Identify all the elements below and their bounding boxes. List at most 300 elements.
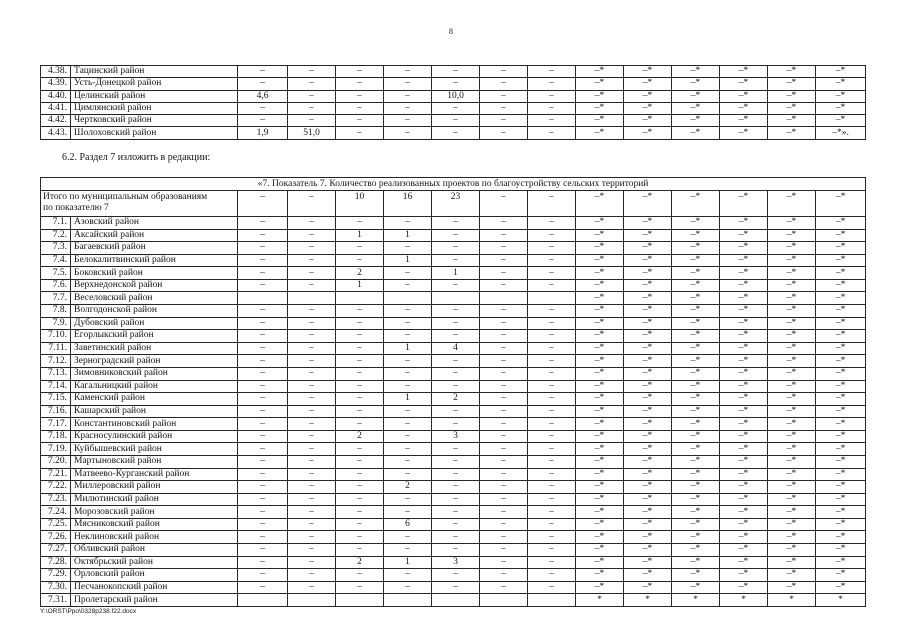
district-name: Куйбышевский район bbox=[71, 443, 238, 456]
value-cell: –* bbox=[576, 468, 624, 481]
value-cell: – bbox=[288, 267, 336, 280]
value-cell: – bbox=[528, 569, 576, 582]
value-cell: – bbox=[238, 481, 288, 494]
value-cell: * bbox=[624, 594, 672, 607]
value-cell: – bbox=[480, 355, 528, 368]
value-cell: –* bbox=[720, 78, 768, 90]
value-cell: – bbox=[336, 481, 384, 494]
table-row bbox=[41, 367, 866, 380]
value-cell: – bbox=[238, 279, 288, 292]
value-cell: – bbox=[432, 217, 480, 230]
value-cell: – bbox=[432, 367, 480, 380]
value-cell: –* bbox=[816, 254, 866, 267]
value-cell: –* bbox=[816, 581, 866, 594]
row-number: 7.25. bbox=[41, 518, 71, 531]
row-number: 7.28. bbox=[41, 556, 71, 569]
total-value-cell: –* bbox=[816, 191, 866, 217]
value-cell: –* bbox=[624, 242, 672, 255]
value-cell: –* bbox=[816, 115, 866, 127]
value-cell: –* bbox=[576, 506, 624, 519]
value-cell: –* bbox=[576, 217, 624, 230]
value-cell: – bbox=[480, 127, 528, 139]
value-cell: – bbox=[288, 468, 336, 481]
district-name: Каменский район bbox=[71, 393, 238, 406]
value-cell: – bbox=[528, 342, 576, 355]
value-cell: – bbox=[432, 254, 480, 267]
value-cell: –* bbox=[576, 254, 624, 267]
value-cell: – bbox=[288, 581, 336, 594]
value-cell bbox=[480, 292, 528, 305]
value-cell: – bbox=[384, 506, 432, 519]
value-cell: –* bbox=[720, 355, 768, 368]
district-name: Дубовский район bbox=[71, 317, 238, 330]
table-row bbox=[41, 66, 866, 78]
value-cell: –* bbox=[624, 455, 672, 468]
value-cell: –* bbox=[576, 430, 624, 443]
value-cell: –*». bbox=[816, 127, 866, 139]
district-name: Усть-Донецкой район bbox=[71, 78, 238, 90]
value-cell: –* bbox=[576, 66, 624, 78]
value-cell: – bbox=[528, 367, 576, 380]
value-cell: – bbox=[480, 217, 528, 230]
value-cell: – bbox=[288, 418, 336, 431]
value-cell: – bbox=[384, 279, 432, 292]
value-cell: – bbox=[336, 78, 384, 90]
value-cell: –* bbox=[768, 405, 816, 418]
value-cell: –* bbox=[768, 355, 816, 368]
value-cell: – bbox=[336, 342, 384, 355]
value-cell: – bbox=[384, 66, 432, 78]
value-cell bbox=[384, 292, 432, 305]
value-cell: – bbox=[288, 115, 336, 127]
value-cell: –* bbox=[768, 254, 816, 267]
value-cell: –* bbox=[768, 90, 816, 102]
value-cell: – bbox=[336, 569, 384, 582]
value-cell: – bbox=[480, 317, 528, 330]
value-cell: – bbox=[288, 506, 336, 519]
value-cell: –* bbox=[768, 317, 816, 330]
table-row bbox=[41, 90, 866, 102]
value-cell: –* bbox=[816, 78, 866, 90]
row-number: 7.22. bbox=[41, 481, 71, 494]
value-cell: –* bbox=[816, 342, 866, 355]
value-cell: –* bbox=[768, 267, 816, 280]
value-cell: – bbox=[480, 443, 528, 456]
amendment-paragraph: 6.2. Раздел 7 изложить в редакции: bbox=[62, 152, 211, 163]
value-cell: –* bbox=[576, 305, 624, 318]
value-cell: –* bbox=[624, 115, 672, 127]
value-cell: –* bbox=[624, 405, 672, 418]
value-cell: – bbox=[528, 581, 576, 594]
value-cell: –* bbox=[816, 493, 866, 506]
value-cell: – bbox=[384, 367, 432, 380]
value-cell: –* bbox=[624, 393, 672, 406]
value-cell: – bbox=[480, 267, 528, 280]
row-number: 7.18. bbox=[41, 430, 71, 443]
value-cell: –* bbox=[768, 342, 816, 355]
value-cell: –* bbox=[624, 78, 672, 90]
table-row bbox=[41, 455, 866, 468]
value-cell: – bbox=[384, 493, 432, 506]
value-cell: – bbox=[238, 367, 288, 380]
district-name: Егорлыкский район bbox=[71, 330, 238, 343]
value-cell: –* bbox=[768, 531, 816, 544]
value-cell: – bbox=[384, 455, 432, 468]
value-cell: 4 bbox=[432, 342, 480, 355]
table-row bbox=[41, 229, 866, 242]
value-cell: – bbox=[480, 367, 528, 380]
value-cell: – bbox=[238, 405, 288, 418]
value-cell: –* bbox=[624, 380, 672, 393]
value-cell: – bbox=[432, 279, 480, 292]
district-name: Мартыновский район bbox=[71, 455, 238, 468]
value-cell: –* bbox=[576, 267, 624, 280]
row-number: 4.42. bbox=[41, 115, 71, 127]
value-cell: – bbox=[384, 569, 432, 582]
district-name: Октябрьский район bbox=[71, 556, 238, 569]
value-cell: – bbox=[288, 342, 336, 355]
value-cell: – bbox=[480, 254, 528, 267]
value-cell: – bbox=[432, 518, 480, 531]
table-row bbox=[41, 418, 866, 431]
value-cell: –* bbox=[768, 518, 816, 531]
value-cell: –* bbox=[672, 569, 720, 582]
value-cell: –* bbox=[576, 330, 624, 343]
value-cell: – bbox=[480, 393, 528, 406]
value-cell: –* bbox=[624, 90, 672, 102]
value-cell: – bbox=[480, 569, 528, 582]
value-cell: –* bbox=[720, 544, 768, 557]
value-cell: –* bbox=[768, 102, 816, 114]
row-number: 7.16. bbox=[41, 405, 71, 418]
value-cell: –* bbox=[672, 330, 720, 343]
value-cell: –* bbox=[576, 242, 624, 255]
total-value-cell: – bbox=[528, 191, 576, 217]
value-cell: –* bbox=[672, 430, 720, 443]
value-cell: – bbox=[238, 380, 288, 393]
value-cell: – bbox=[384, 305, 432, 318]
value-cell: – bbox=[336, 531, 384, 544]
value-cell: –* bbox=[816, 430, 866, 443]
row-number: 7.21. bbox=[41, 468, 71, 481]
value-cell: 4,6 bbox=[238, 90, 288, 102]
value-cell: – bbox=[384, 317, 432, 330]
value-cell: – bbox=[238, 418, 288, 431]
value-cell: –* bbox=[720, 66, 768, 78]
value-cell: –* bbox=[576, 518, 624, 531]
value-cell: –* bbox=[720, 229, 768, 242]
value-cell: – bbox=[288, 455, 336, 468]
value-cell bbox=[336, 292, 384, 305]
value-cell: – bbox=[288, 493, 336, 506]
total-value-cell: –* bbox=[576, 191, 624, 217]
value-cell bbox=[238, 292, 288, 305]
value-cell: – bbox=[528, 405, 576, 418]
total-value-cell: 23 bbox=[432, 191, 480, 217]
value-cell: – bbox=[384, 242, 432, 255]
value-cell: – bbox=[528, 330, 576, 343]
value-cell: – bbox=[480, 493, 528, 506]
district-name: Кагальницкий район bbox=[71, 380, 238, 393]
value-cell: – bbox=[384, 330, 432, 343]
value-cell: – bbox=[528, 317, 576, 330]
district-name: Верхнедонской район bbox=[71, 279, 238, 292]
value-cell: – bbox=[238, 229, 288, 242]
value-cell: 1 bbox=[384, 342, 432, 355]
value-cell: 2 bbox=[336, 556, 384, 569]
table-row bbox=[41, 242, 866, 255]
value-cell: – bbox=[384, 468, 432, 481]
value-cell: –* bbox=[768, 66, 816, 78]
value-cell: –* bbox=[816, 393, 866, 406]
value-cell: – bbox=[480, 115, 528, 127]
value-cell: –* bbox=[816, 292, 866, 305]
value-cell: –* bbox=[720, 468, 768, 481]
value-cell: –* bbox=[672, 355, 720, 368]
value-cell: –* bbox=[672, 90, 720, 102]
value-cell: – bbox=[288, 556, 336, 569]
district-name: Багаевский район bbox=[71, 242, 238, 255]
value-cell: – bbox=[480, 430, 528, 443]
value-cell: – bbox=[238, 518, 288, 531]
value-cell: – bbox=[336, 355, 384, 368]
value-cell: – bbox=[480, 544, 528, 557]
value-cell: – bbox=[528, 544, 576, 557]
value-cell: 1 bbox=[384, 229, 432, 242]
value-cell: – bbox=[480, 455, 528, 468]
value-cell: – bbox=[528, 556, 576, 569]
value-cell: – bbox=[238, 242, 288, 255]
value-cell: –* bbox=[576, 367, 624, 380]
row-number: 7.23. bbox=[41, 493, 71, 506]
value-cell: –* bbox=[816, 455, 866, 468]
value-cell: –* bbox=[720, 242, 768, 255]
value-cell: –* bbox=[720, 292, 768, 305]
value-cell: – bbox=[238, 581, 288, 594]
table-row bbox=[41, 380, 866, 393]
value-cell: –* bbox=[672, 127, 720, 139]
value-cell: – bbox=[336, 443, 384, 456]
table-row bbox=[41, 581, 866, 594]
value-cell: – bbox=[238, 342, 288, 355]
total-value-cell: –* bbox=[720, 191, 768, 217]
value-cell: –* bbox=[576, 317, 624, 330]
value-cell: –* bbox=[672, 217, 720, 230]
table-row bbox=[41, 493, 866, 506]
row-number: 4.43. bbox=[41, 127, 71, 139]
value-cell: – bbox=[480, 66, 528, 78]
value-cell: – bbox=[432, 229, 480, 242]
row-number: 4.39. bbox=[41, 78, 71, 90]
value-cell: – bbox=[336, 127, 384, 139]
value-cell: – bbox=[432, 317, 480, 330]
value-cell: – bbox=[384, 90, 432, 102]
value-cell: 1 bbox=[336, 279, 384, 292]
value-cell bbox=[528, 594, 576, 607]
value-cell: * bbox=[816, 594, 866, 607]
row-number: 7.6. bbox=[41, 279, 71, 292]
value-cell: 2 bbox=[336, 430, 384, 443]
value-cell: –* bbox=[768, 229, 816, 242]
value-cell: –* bbox=[768, 443, 816, 456]
value-cell: –* bbox=[816, 481, 866, 494]
row-number: 7.26. bbox=[41, 531, 71, 544]
value-cell: –* bbox=[720, 90, 768, 102]
value-cell: – bbox=[384, 544, 432, 557]
value-cell: –* bbox=[672, 556, 720, 569]
value-cell: – bbox=[480, 90, 528, 102]
value-cell: – bbox=[238, 267, 288, 280]
value-cell: – bbox=[432, 493, 480, 506]
row-number: 7.2. bbox=[41, 229, 71, 242]
value-cell: –* bbox=[768, 305, 816, 318]
row-number: 7.30. bbox=[41, 581, 71, 594]
table-row bbox=[41, 443, 866, 456]
table-row bbox=[41, 305, 866, 318]
total-value-cell: –* bbox=[672, 191, 720, 217]
total-value-cell: –* bbox=[768, 191, 816, 217]
row-number: 7.15. bbox=[41, 393, 71, 406]
value-cell: –* bbox=[624, 342, 672, 355]
value-cell: – bbox=[528, 468, 576, 481]
value-cell: – bbox=[480, 78, 528, 90]
value-cell: * bbox=[768, 594, 816, 607]
value-cell: –* bbox=[672, 229, 720, 242]
value-cell: – bbox=[384, 430, 432, 443]
total-value-cell: 10 bbox=[336, 191, 384, 217]
value-cell: –* bbox=[720, 518, 768, 531]
total-value-cell: – bbox=[238, 191, 288, 217]
value-cell: –* bbox=[672, 518, 720, 531]
value-cell: –* bbox=[672, 493, 720, 506]
value-cell: –* bbox=[576, 90, 624, 102]
value-cell: –* bbox=[720, 342, 768, 355]
value-cell: – bbox=[528, 242, 576, 255]
value-cell: –* bbox=[816, 279, 866, 292]
value-cell: –* bbox=[720, 102, 768, 114]
value-cell: – bbox=[288, 380, 336, 393]
value-cell: –* bbox=[672, 481, 720, 494]
total-label-line-2: по показателю 7 bbox=[43, 203, 109, 213]
value-cell: –* bbox=[672, 279, 720, 292]
value-cell: – bbox=[528, 229, 576, 242]
value-cell: – bbox=[480, 102, 528, 114]
value-cell: – bbox=[384, 267, 432, 280]
value-cell: – bbox=[288, 90, 336, 102]
value-cell: –* bbox=[672, 393, 720, 406]
indicator-7-title: «7. Показатель 7. Количество реализованных проектов по благоустройству сельских территорий bbox=[41, 178, 866, 191]
row-number: 7.24. bbox=[41, 506, 71, 519]
district-name: Мясниковский район bbox=[71, 518, 238, 531]
value-cell bbox=[480, 594, 528, 607]
value-cell: –* bbox=[672, 455, 720, 468]
district-name: Красносулинский район bbox=[71, 430, 238, 443]
district-name: Чертковский район bbox=[71, 115, 238, 127]
value-cell: – bbox=[288, 305, 336, 318]
row-number: 7.31. bbox=[41, 594, 71, 607]
value-cell: – bbox=[336, 493, 384, 506]
value-cell: – bbox=[528, 393, 576, 406]
value-cell: – bbox=[528, 443, 576, 456]
value-cell: – bbox=[432, 380, 480, 393]
table-row bbox=[41, 569, 866, 582]
value-cell: –* bbox=[576, 127, 624, 139]
value-cell: – bbox=[432, 355, 480, 368]
value-cell: –* bbox=[816, 518, 866, 531]
value-cell: –* bbox=[576, 531, 624, 544]
value-cell: – bbox=[288, 393, 336, 406]
value-cell: 10,0 bbox=[432, 90, 480, 102]
value-cell: – bbox=[288, 531, 336, 544]
table-row bbox=[41, 217, 866, 230]
district-name: Шолоховский район bbox=[71, 127, 238, 139]
value-cell: – bbox=[238, 544, 288, 557]
value-cell: –* bbox=[768, 330, 816, 343]
district-name: Волгодонской район bbox=[71, 305, 238, 318]
value-cell: –* bbox=[672, 367, 720, 380]
value-cell: – bbox=[432, 115, 480, 127]
district-name: Орловский район bbox=[71, 569, 238, 582]
value-cell: – bbox=[528, 455, 576, 468]
value-cell: – bbox=[432, 78, 480, 90]
value-cell: –* bbox=[624, 581, 672, 594]
value-cell: – bbox=[528, 305, 576, 318]
value-cell: –* bbox=[624, 518, 672, 531]
value-cell: –* bbox=[624, 330, 672, 343]
value-cell: –* bbox=[768, 481, 816, 494]
value-cell: –* bbox=[720, 367, 768, 380]
value-cell: – bbox=[480, 418, 528, 431]
district-name: Цимлянский район bbox=[71, 102, 238, 114]
value-cell: –* bbox=[816, 531, 866, 544]
table-row bbox=[41, 127, 866, 139]
value-cell: –* bbox=[576, 556, 624, 569]
value-cell bbox=[528, 292, 576, 305]
value-cell: – bbox=[238, 115, 288, 127]
value-cell: – bbox=[238, 330, 288, 343]
district-name: Миллеровский район bbox=[71, 481, 238, 494]
value-cell: – bbox=[528, 355, 576, 368]
value-cell: – bbox=[288, 254, 336, 267]
value-cell: 3 bbox=[432, 556, 480, 569]
value-cell: – bbox=[384, 127, 432, 139]
value-cell: –* bbox=[672, 380, 720, 393]
value-cell: – bbox=[288, 544, 336, 557]
value-cell: –* bbox=[768, 556, 816, 569]
district-name: Зерноградский район bbox=[71, 355, 238, 368]
value-cell: –* bbox=[768, 506, 816, 519]
value-cell: – bbox=[336, 217, 384, 230]
value-cell: –* bbox=[768, 367, 816, 380]
value-cell: 1 bbox=[384, 393, 432, 406]
value-cell: –* bbox=[768, 279, 816, 292]
value-cell: –* bbox=[720, 254, 768, 267]
value-cell: – bbox=[432, 468, 480, 481]
district-name: Боковский район bbox=[71, 267, 238, 280]
value-cell: –* bbox=[720, 330, 768, 343]
value-cell: – bbox=[432, 305, 480, 318]
district-name: Матвеево-Курганский район bbox=[71, 468, 238, 481]
value-cell: –* bbox=[672, 292, 720, 305]
value-cell: – bbox=[288, 481, 336, 494]
value-cell: –* bbox=[672, 468, 720, 481]
value-cell: –* bbox=[576, 342, 624, 355]
value-cell: –* bbox=[576, 544, 624, 557]
table-row bbox=[41, 342, 866, 355]
value-cell: – bbox=[288, 355, 336, 368]
value-cell: – bbox=[528, 127, 576, 139]
district-name: Пролетарский район bbox=[71, 594, 238, 607]
